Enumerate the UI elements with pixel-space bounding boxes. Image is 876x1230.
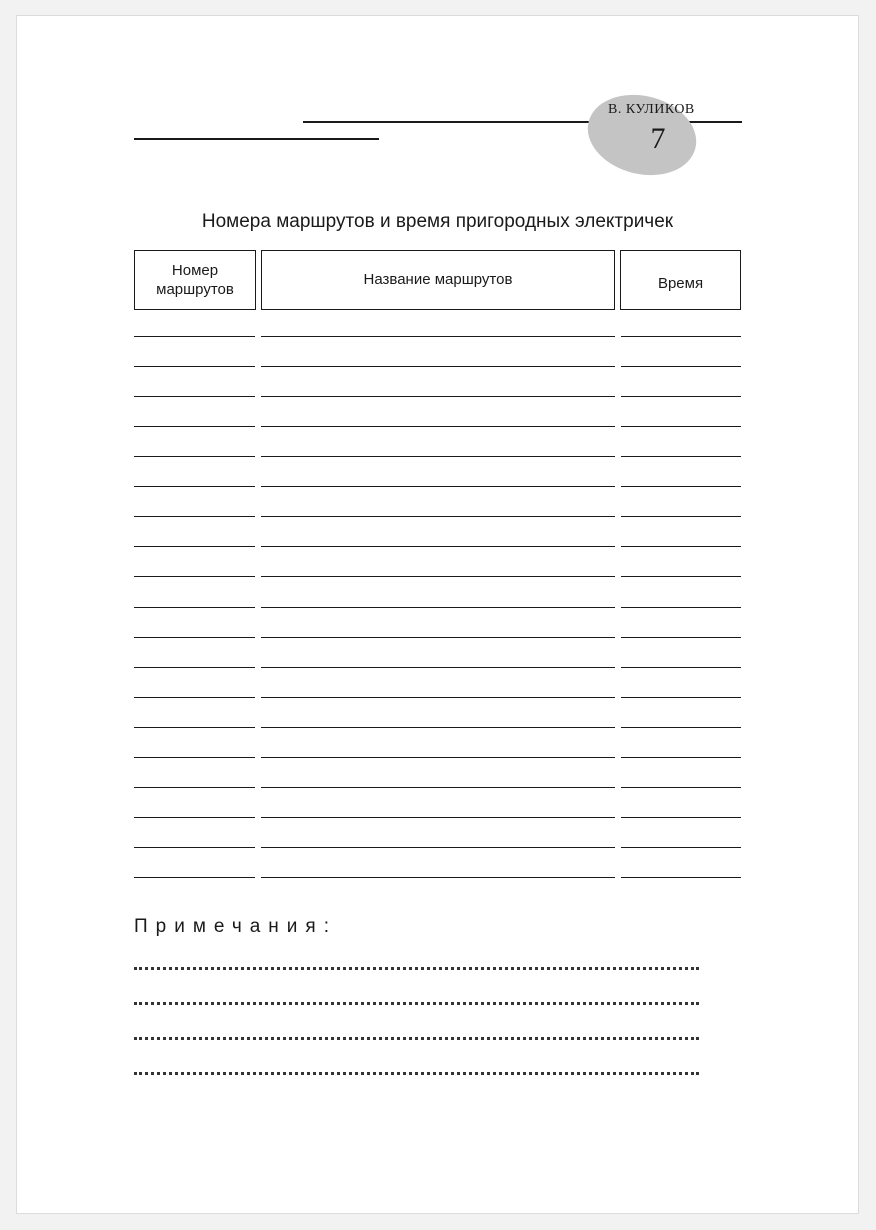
table-row-line <box>261 697 615 698</box>
table-row-line <box>261 637 615 638</box>
table-row-line <box>621 336 741 337</box>
table-row-line <box>261 847 615 848</box>
table-row-line <box>621 697 741 698</box>
table-row-line <box>261 877 615 878</box>
table-row-line <box>261 787 615 788</box>
table-row-line <box>621 817 741 818</box>
table-row-line <box>261 456 615 457</box>
table-row-line <box>134 667 255 668</box>
column-header-time <box>620 250 741 310</box>
table-row-line <box>134 697 255 698</box>
table-row-line <box>134 366 255 367</box>
column-header-label: Номер маршрутов <box>156 262 234 298</box>
table-row-line <box>261 366 615 367</box>
notes-dotted-line <box>134 1072 699 1075</box>
table-row-line <box>621 667 741 668</box>
table-row-line <box>134 396 255 397</box>
notes-dotted-line <box>134 967 699 970</box>
page-title: Номера маршрутов и время пригородных электричек <box>201 211 674 232</box>
notes-title: Примечания: <box>134 916 337 937</box>
table-row-line <box>621 847 741 848</box>
table-row-line <box>621 366 741 367</box>
table-row-line <box>261 757 615 758</box>
header-rule-bottom <box>134 138 379 140</box>
table-row-line <box>261 516 615 517</box>
table-row-line <box>261 336 615 337</box>
table-row-line <box>134 637 255 638</box>
running-header-author: В. КУЛИКОВ <box>608 102 695 117</box>
table-row-line <box>621 546 741 547</box>
table-row-line <box>261 426 615 427</box>
table-row-line <box>261 576 615 577</box>
column-header-route-number <box>134 250 256 310</box>
table-row-line <box>261 546 615 547</box>
table-row-line <box>261 817 615 818</box>
table-row-line <box>261 667 615 668</box>
table-row-line <box>261 727 615 728</box>
table-row-line <box>134 757 255 758</box>
table-row-line <box>621 456 741 457</box>
table-row-line <box>621 607 741 608</box>
table-row-line <box>134 877 255 878</box>
column-header-route-name <box>261 250 615 310</box>
table-row-line <box>261 607 615 608</box>
table-row-line <box>261 396 615 397</box>
table-row-line <box>621 486 741 487</box>
table-row-line <box>134 546 255 547</box>
table-row-line <box>621 426 741 427</box>
table-row-line <box>134 516 255 517</box>
table-row-line <box>134 576 255 577</box>
column-header-label: Название маршрутов <box>363 270 513 288</box>
table-row-line <box>134 486 255 487</box>
table-row-line <box>134 607 255 608</box>
page-sheet <box>16 15 859 1214</box>
table-row-line <box>621 396 741 397</box>
notes-dotted-line <box>134 1002 699 1005</box>
table-row-line <box>261 486 615 487</box>
table-row-line <box>621 757 741 758</box>
table-row-line <box>134 336 255 337</box>
table-row-line <box>621 787 741 788</box>
table-row-line <box>621 877 741 878</box>
column-header-label: Время <box>657 274 704 292</box>
notes-dotted-line <box>134 1037 699 1040</box>
table-row-line <box>621 727 741 728</box>
table-row-line <box>134 456 255 457</box>
table-row-line <box>134 847 255 848</box>
table-row-line <box>134 727 255 728</box>
table-row-line <box>621 516 741 517</box>
table-row-line <box>134 426 255 427</box>
table-row-line <box>621 576 741 577</box>
table-row-line <box>134 787 255 788</box>
table-row-line <box>134 817 255 818</box>
table-row-line <box>621 637 741 638</box>
page-number: 7 <box>650 122 666 155</box>
